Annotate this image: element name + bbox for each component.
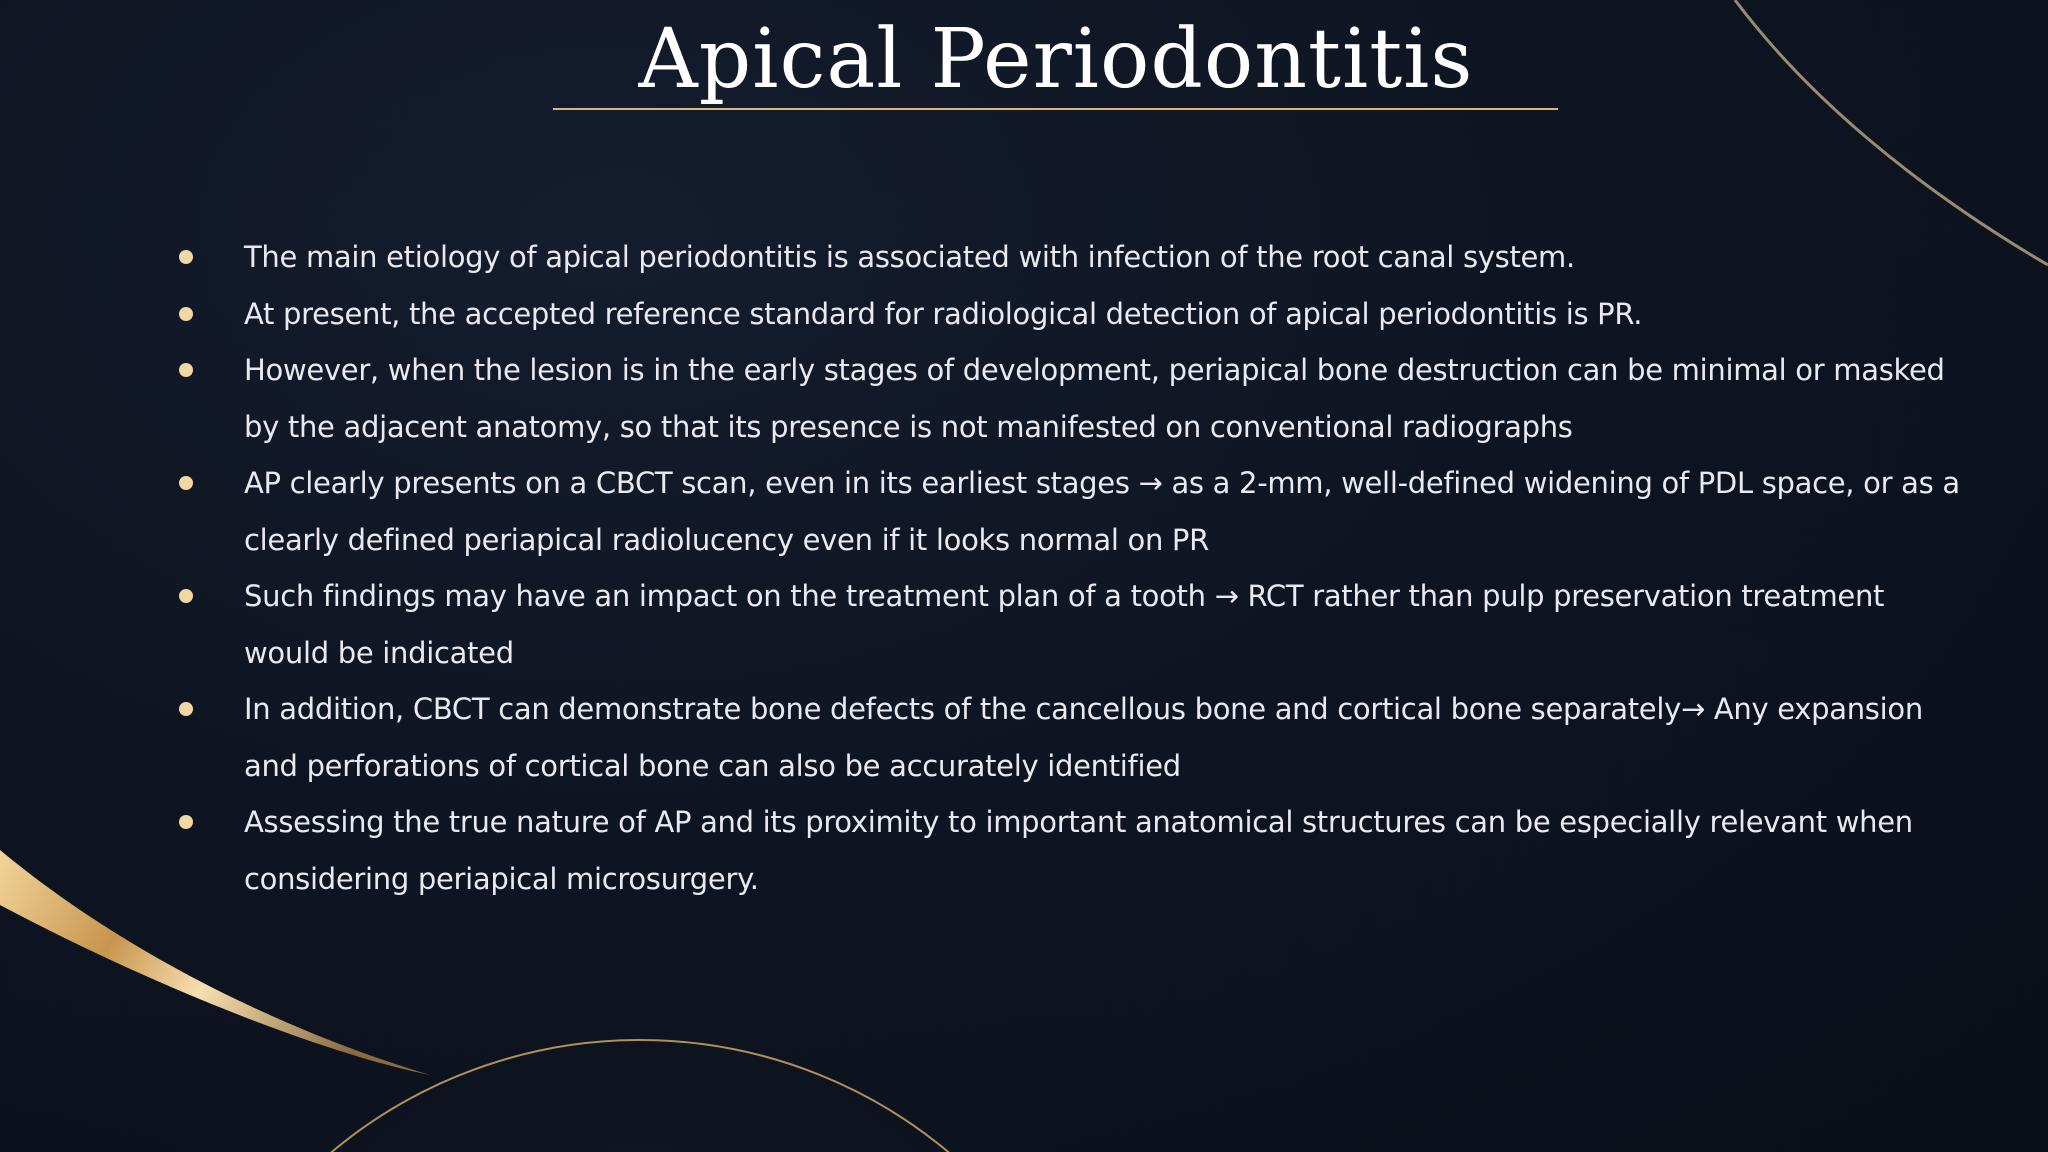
bullet-dot-icon	[179, 589, 193, 603]
bullet-item	[175, 342, 1975, 455]
bullet-dot-icon	[179, 363, 193, 377]
bullet-list	[175, 229, 1975, 907]
bullet-text: At present, the accepted reference standard for radiological detection of apical periodontitis is PR.	[244, 296, 1643, 331]
bullet-dot-icon	[179, 307, 193, 321]
bullet-dot-icon	[179, 815, 193, 829]
bullet-text: However, when the lesion is in the early stages of development, periapical bone destruction can be minimal or masked by the adjacent anatomy, so that its presence is not manifested on conventional radiographs	[244, 353, 1945, 444]
dark-circle	[160, 1040, 1120, 1152]
bullet-dot-icon	[179, 702, 193, 716]
bullet-item	[175, 568, 1975, 681]
bullet-text: AP clearly presents on a CBCT scan, even in its earliest stages → as a 2-mm, well-defined widening of PDL space, or as a clearly defined periapical radiolucency even if it looks normal on PR	[244, 466, 1960, 557]
bullet-item	[175, 681, 1975, 794]
bullet-text: The main etiology of apical periodontitis is associated with infection of the root canal system.	[244, 240, 1575, 274]
bullet-item	[175, 455, 1975, 568]
bullet-item	[175, 286, 1975, 343]
bullet-text: Such findings may have an impact on the treatment plan of a tooth → RCT rather than pulp preservation treatment would be indicated	[244, 579, 1885, 670]
slide-title: Apical Periodontitis	[638, 12, 1474, 107]
bullet-item	[175, 229, 1975, 286]
bullet-dot-icon	[179, 250, 193, 264]
bullet-dot-icon	[179, 476, 193, 490]
bullet-text: Assessing the true nature of AP and its proximity to important anatomical structures can be especially relevant when considering periapical microsurgery.	[244, 805, 1913, 896]
title-underline	[553, 108, 1558, 110]
bullet-item	[175, 794, 1975, 907]
bullet-text: In addition, CBCT can demonstrate bone defects of the cancellous bone and cortical bone separately→ Any expansion and perforations of cortical bone can also be accurately identified	[244, 692, 1923, 783]
